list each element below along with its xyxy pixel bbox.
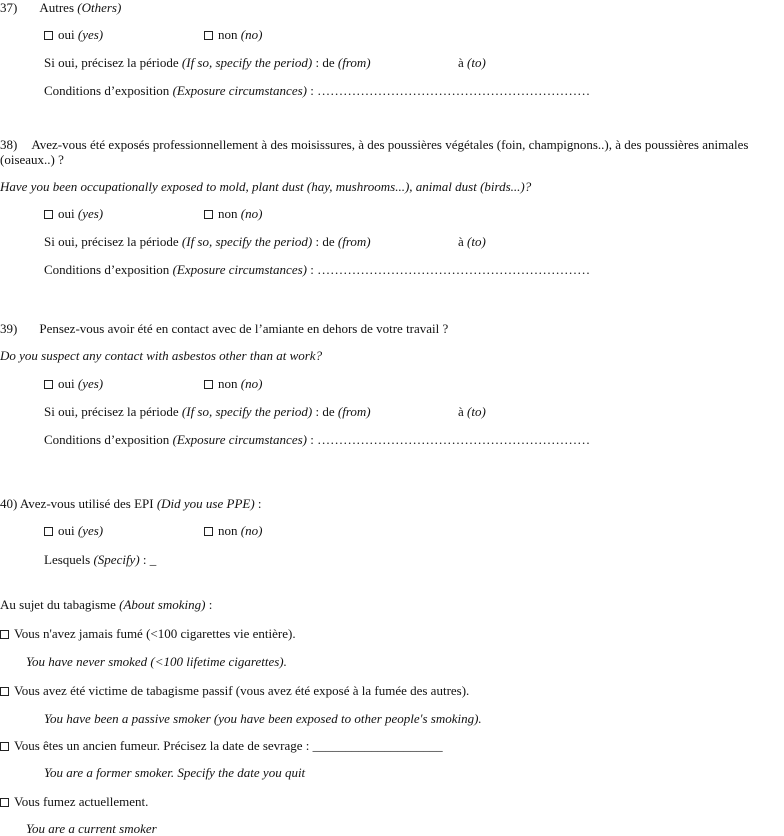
q38-number: 38) [0, 137, 18, 152]
smoking-option-never[interactable]: Vous n'avez jamais fumé (<100 cigarettes vie entière). [0, 626, 296, 641]
q38-period-line[interactable]: Si oui, précisez la période (If so, specify the period) : de (from) [44, 234, 371, 249]
q37-no-label-en: (no) [240, 27, 263, 42]
q37-period-to[interactable]: à (to) [458, 55, 486, 70]
q39-question [0, 321, 448, 336]
q39-period-line[interactable]: Si oui, précisez la période (If so, specify the period) : de (from) [44, 404, 371, 419]
smoking-never-checkbox[interactable] [0, 630, 9, 639]
q37-no-checkbox[interactable] [204, 31, 213, 40]
q39-no-option[interactable]: non (no) [204, 376, 262, 391]
q40-no-option[interactable]: non (no) [204, 523, 262, 538]
q37-title-en: (Others) [77, 0, 122, 15]
q37-number: 37) [0, 0, 18, 15]
smoking-current-checkbox[interactable] [0, 798, 9, 807]
smoking-passive-en: You have been a passive smoker (you have been exposed to other people's smoking). [44, 711, 482, 726]
q38-question-fr: Avez-vous été exposés professionnellement à des moisissures, à des poussières végétales (foin, champignons..), à des poussières animales (oiseaux..) ? [0, 137, 749, 167]
q39-period-to[interactable]: à (to) [458, 404, 486, 419]
q37-yes-checkbox[interactable] [44, 31, 53, 40]
q38-no-option[interactable]: non (no) [204, 206, 262, 221]
q37-yes-label: oui [58, 27, 75, 42]
q39-question-fr: Pensez-vous avoir été en contact avec de l’amiante en dehors de votre travail ? [39, 321, 449, 336]
smoking-former-checkbox[interactable] [0, 742, 9, 751]
smoking-never-en: You have never smoked (<100 lifetime cigarettes). [26, 654, 287, 669]
smoking-passive-checkbox[interactable] [0, 687, 9, 696]
smoking-option-passive[interactable]: Vous avez été victime de tabagisme passif (vous avez été exposé à la fumée des autres). [0, 683, 469, 698]
smoking-option-former[interactable]: Vous êtes un ancien fumeur. Précisez la date de sevrage : ____________________ [0, 738, 443, 753]
smoking-former-en: You are a former smoker. Specify the date you quit [44, 765, 306, 780]
q37-yes-label-en: (yes) [77, 27, 104, 42]
q38-question [0, 137, 784, 167]
q37-no-option[interactable] [204, 27, 262, 42]
q37-heading [0, 0, 121, 15]
smoking-current-en: You are a current smoker [26, 821, 157, 836]
smoking-heading: Au sujet du tabagisme (About smoking) : [0, 597, 213, 612]
q38-yes-option[interactable]: oui (yes) [44, 206, 103, 221]
q39-conditions-field[interactable]: Conditions d’exposition (Exposure circumstances) : ……………………………………………………… [44, 432, 591, 447]
smoking-option-current[interactable]: Vous fumez actuellement. [0, 794, 148, 809]
q39-question-en: Do you suspect any contact with asbestos other than at work? [0, 348, 323, 363]
q38-period-to[interactable]: à (to) [458, 234, 486, 249]
q39-no-checkbox[interactable] [204, 380, 213, 389]
q39-yes-option[interactable]: oui (yes) [44, 376, 103, 391]
q38-conditions-field[interactable]: Conditions d’exposition (Exposure circumstances) : ……………………………………………………… [44, 262, 591, 277]
q40-specify-field[interactable]: Lesquels (Specify) : _ [44, 552, 157, 567]
q40-yes-option[interactable]: oui (yes) [44, 523, 103, 538]
q39-yes-checkbox[interactable] [44, 380, 53, 389]
q37-no-label: non [218, 27, 238, 42]
q37-title: Autres [39, 0, 75, 15]
q37-conditions-field[interactable]: Conditions d’exposition (Exposure circumstances) : ……………………………………………………… [44, 83, 591, 98]
q37-yes-option[interactable] [44, 27, 103, 42]
q39-number: 39) [0, 321, 18, 336]
q40-yes-checkbox[interactable] [44, 527, 53, 536]
q40-question: 40) Avez-vous utilisé des EPI (Did you use PPE) : [0, 496, 262, 511]
q40-no-checkbox[interactable] [204, 527, 213, 536]
q38-yes-checkbox[interactable] [44, 210, 53, 219]
q38-no-checkbox[interactable] [204, 210, 213, 219]
q37-period-line[interactable]: Si oui, précisez la période (If so, specify the period) : de (from) [44, 55, 371, 70]
q38-question-en: Have you been occupationally exposed to mold, plant dust (hay, mushrooms...), animal dust (birds...)? [0, 179, 532, 194]
